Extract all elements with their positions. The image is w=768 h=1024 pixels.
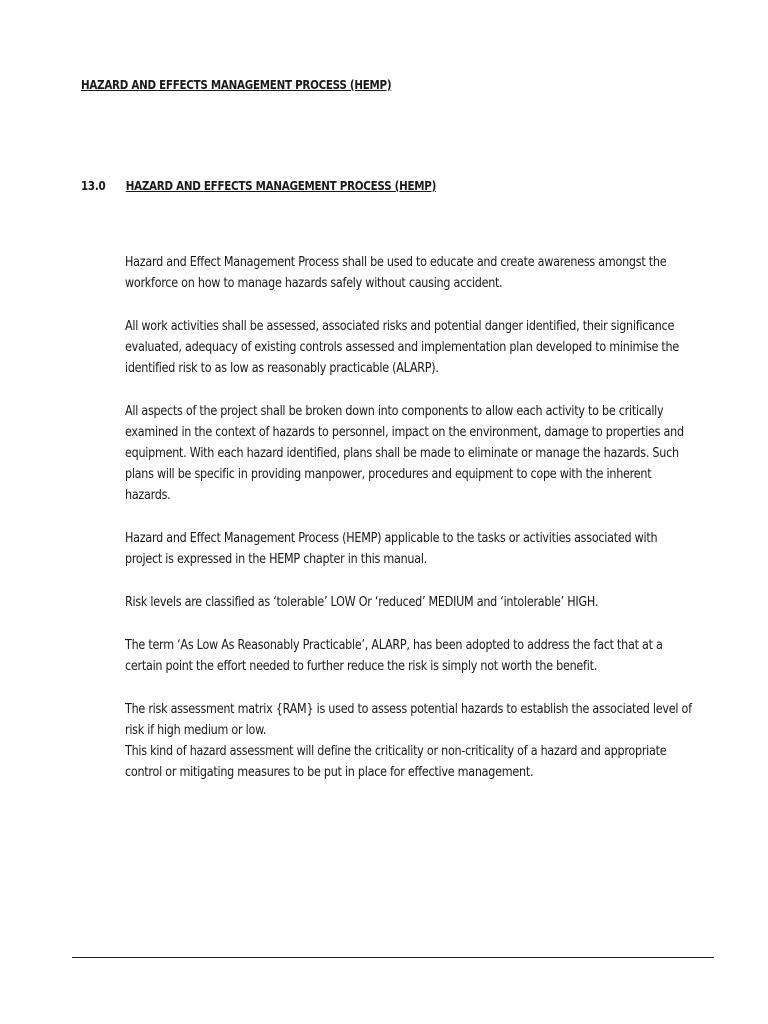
page-header-title: HAZARD AND EFFECTS MANAGEMENT PROCESS (HEMP) [81,78,392,92]
paragraph-ram: The risk assessment matrix {RAM} is used to assess potential hazards to establish the associated level of risk if high medium or low. [125,702,692,738]
paragraph-project-aspects: All aspects of the project shall be broken down into components to allow each activity to be critically examined in the context of hazards to personnel, impact on the environment, damage to properties and equipment. With each hazard identified, plans shall be made to eliminate or manage the hazards. Such plans will be specific in providing manpower, procedures and equipment to cope with the inherent hazards. [125,404,684,503]
section-number: 13.0 [81,179,106,193]
section-heading [81,179,436,193]
paragraph-alarp-term: The term ‘As Low As Reasonably Practicable’, ALARP, has been adopted to address the fact that at a certain point the effort needed to further reduce the risk is simply not worth the benefit. [125,638,663,674]
section-title: HAZARD AND EFFECTS MANAGEMENT PROCESS (HEMP) [125,179,437,193]
paragraph-work-activities: All work activities shall be assessed, associated risks and potential danger identified, their significance evaluated, adequacy of existing controls assessed and implementation plan developed to minimise the identified risk to as low as reasonably practicable (ALARP). [125,319,680,376]
body-text [125,252,693,805]
paragraph-hemp-purpose: Hazard and Effect Management Process shall be used to educate and create awareness amongst the workforce on how to manage hazards safely without causing accident. [125,255,667,291]
paragraph-hemp-applicable: Hazard and Effect Management Process (HEMP) applicable to the tasks or activities associated with project is expressed in the HEMP chapter in this manual. [125,531,658,567]
footer-divider [72,957,714,958]
paragraph-hazard-assessment: This kind of hazard assessment will define the criticality or non-criticality of a hazard and appropriate control or mitigating measures to be put in place for effective management. [125,744,667,780]
paragraph-risk-levels: Risk levels are classified as ‘tolerable’ LOW Or ‘reduced’ MEDIUM and ‘intolerable’ HIGH. [125,595,599,610]
